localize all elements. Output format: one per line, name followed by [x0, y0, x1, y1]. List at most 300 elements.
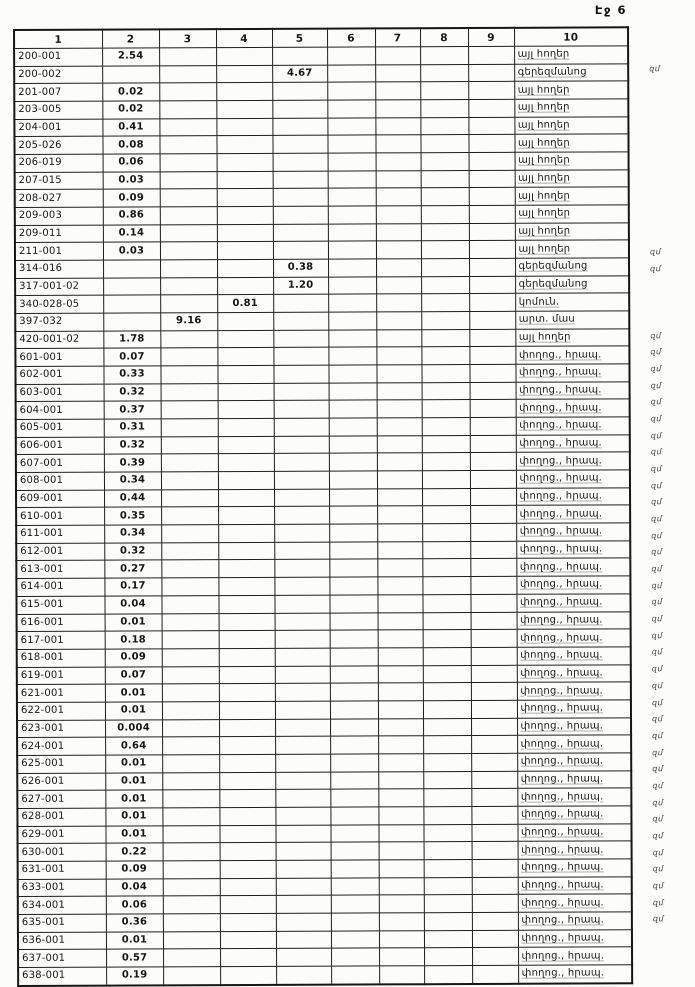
land-use-label: փողոց., հրապ. [516, 541, 630, 559]
value-cell [377, 418, 422, 436]
value-cell [162, 754, 219, 772]
margin-annotation: զմ [651, 714, 664, 724]
value-cell [273, 171, 328, 189]
value-cell [161, 578, 218, 596]
value-cell [379, 913, 424, 931]
margin-annotation: զմ [651, 514, 663, 524]
parcel-code: 622-001 [17, 702, 105, 720]
value-cell [275, 666, 330, 684]
value-cell [276, 842, 331, 860]
parcel-code: 603-001 [16, 384, 104, 402]
value-cell [219, 648, 275, 666]
value-cell [328, 294, 376, 312]
value-cell [276, 895, 331, 913]
value-cell: 0.01 [105, 808, 162, 826]
value-cell [421, 188, 469, 206]
value-cell [331, 895, 379, 913]
value-cell [423, 789, 471, 807]
value-cell [328, 365, 376, 383]
parcel-code: 203-005 [14, 101, 102, 119]
value-cell [219, 825, 275, 843]
value-cell: 2.54 [102, 48, 159, 66]
value-cell [379, 930, 424, 948]
value-cell [275, 807, 330, 825]
value-cell [273, 153, 328, 171]
value-cell [329, 559, 377, 577]
value-cell [217, 365, 273, 383]
value-cell: 0.04 [104, 596, 161, 614]
value-cell [328, 171, 376, 189]
value-cell [159, 48, 216, 66]
value-cell [377, 559, 422, 577]
margin-annotation: զմ [650, 447, 663, 457]
value-cell [471, 700, 517, 718]
margin-annotation: զմ [652, 897, 664, 907]
land-use-label: փողոց., հրապ. [517, 788, 631, 806]
land-use-label: գերեզմանոց [515, 276, 629, 294]
value-cell: 0.41 [102, 119, 159, 137]
value-cell [218, 471, 274, 489]
value-cell [423, 612, 471, 630]
margin-annotation: զմ [651, 680, 664, 691]
value-cell [330, 701, 378, 719]
value-cell [424, 930, 472, 948]
land-use-label: այլ հողեր [514, 99, 628, 117]
value-cell [422, 435, 470, 453]
value-cell [275, 736, 330, 754]
value-cell [276, 948, 331, 966]
land-use-label: փողոց., հրապ. [516, 452, 630, 470]
value-cell: 4.67 [272, 65, 327, 83]
value-cell [162, 613, 219, 631]
value-cell: 0.36 [106, 914, 163, 932]
parcel-code: 204-001 [14, 119, 102, 137]
value-cell [159, 65, 216, 83]
value-cell: 0.004 [105, 719, 162, 737]
value-cell: 0.02 [102, 83, 159, 101]
margin-annotation: զմ [652, 914, 665, 924]
value-cell [379, 966, 424, 984]
value-cell [220, 966, 276, 984]
parcel-code: 200-001 [14, 48, 102, 66]
value-cell [161, 401, 218, 419]
value-cell: 0.04 [106, 878, 163, 896]
value-cell [219, 613, 275, 631]
value-cell [275, 772, 330, 790]
value-cell: 0.17 [104, 578, 161, 596]
value-cell [218, 560, 274, 578]
value-cell [276, 913, 331, 931]
value-cell [378, 683, 423, 701]
value-cell [275, 789, 330, 807]
value-cell [422, 577, 470, 595]
parcel-code: 609-001 [16, 490, 104, 508]
land-use-label: այլ հողեր [514, 81, 628, 99]
value-cell [160, 224, 217, 242]
value-cell [376, 365, 421, 383]
value-cell [421, 276, 469, 294]
value-cell [468, 46, 514, 64]
value-cell [331, 931, 379, 949]
value-cell [274, 454, 329, 472]
value-cell [273, 206, 328, 224]
value-cell [329, 383, 377, 401]
value-cell [421, 206, 469, 224]
value-cell: 0.01 [105, 755, 162, 773]
value-cell [329, 506, 377, 524]
value-cell [218, 489, 274, 507]
margin-annotation: զմ [652, 797, 664, 807]
value-cell [217, 259, 273, 277]
land-use-label: այլ հողեր [515, 223, 629, 241]
value-cell [468, 64, 514, 82]
value-cell [161, 489, 218, 507]
land-use-label: փողոց., հրապ. [518, 876, 632, 894]
column-header-10: 10 [514, 27, 628, 46]
value-cell [421, 223, 469, 241]
value-cell [471, 736, 517, 754]
value-cell: 0.19 [106, 967, 163, 985]
land-use-label: փողոց., հրապ. [516, 488, 630, 506]
land-use-label: փողոց., հրապ. [517, 647, 631, 665]
value-cell [470, 400, 516, 418]
value-cell [217, 330, 273, 348]
value-cell [330, 736, 378, 754]
value-cell [275, 719, 330, 737]
value-cell: 0.39 [104, 454, 161, 472]
value-cell [421, 170, 469, 188]
margin-annotation: զմ [651, 564, 663, 574]
value-cell [274, 436, 329, 454]
value-cell [330, 665, 378, 683]
value-cell: 0.07 [105, 666, 162, 684]
land-use-label: փողոց., հրապ. [517, 629, 631, 647]
value-cell [331, 913, 379, 931]
value-cell [420, 117, 468, 135]
value-cell [468, 117, 514, 135]
value-cell: 0.31 [104, 419, 161, 437]
land-use-label: այլ հողեր [515, 152, 629, 170]
value-cell [328, 224, 376, 242]
margin-annotation: զմ [651, 597, 663, 607]
value-cell [216, 47, 272, 65]
value-cell: 0.01 [105, 825, 162, 843]
column-header-6: 6 [327, 28, 375, 47]
value-cell [422, 400, 470, 418]
value-cell [471, 647, 517, 665]
value-cell [219, 684, 275, 702]
value-cell [274, 507, 329, 525]
value-cell [276, 931, 331, 949]
value-cell [378, 630, 423, 648]
value-cell [378, 612, 423, 630]
value-cell [469, 347, 515, 365]
land-use-label: փողոց., հրապ. [517, 700, 631, 718]
value-cell [468, 135, 514, 153]
value-cell [375, 117, 420, 135]
value-cell [424, 842, 472, 860]
page-number-label: Էջ 6 [594, 3, 627, 17]
margin-annotation: զմ [649, 247, 662, 257]
value-cell [376, 329, 421, 347]
value-cell [375, 100, 420, 118]
margin-annotation: զմ [650, 480, 663, 490]
value-cell [469, 170, 515, 188]
value-cell [217, 153, 273, 171]
value-cell [217, 171, 273, 189]
value-cell [377, 453, 422, 471]
value-cell [162, 772, 219, 790]
value-cell [272, 118, 327, 136]
value-cell [274, 383, 329, 401]
value-cell: 0.86 [103, 207, 160, 225]
land-use-label: այլ հողեր [515, 170, 629, 188]
value-cell [471, 771, 517, 789]
land-use-label: այլ հողեր [515, 240, 629, 258]
margin-annotation: զմ [650, 464, 663, 474]
margin-annotation: զմ [652, 764, 664, 774]
value-cell [470, 382, 516, 400]
parcel-code: 605-001 [16, 419, 104, 437]
value-cell [275, 701, 330, 719]
value-cell [423, 630, 471, 648]
value-cell [219, 790, 275, 808]
value-cell [218, 454, 274, 472]
value-cell [330, 683, 378, 701]
value-cell [219, 807, 275, 825]
value-cell [423, 753, 471, 771]
value-cell [217, 224, 273, 242]
value-cell [161, 525, 218, 543]
value-cell [220, 896, 276, 914]
land-use-label: արտ. մաս [515, 311, 629, 329]
value-cell [217, 312, 273, 330]
value-cell: 0.09 [105, 649, 162, 667]
value-cell: 0.64 [105, 737, 162, 755]
value-cell [470, 470, 516, 488]
value-cell: 0.07 [103, 348, 160, 366]
value-cell [329, 453, 377, 471]
value-cell [161, 542, 218, 560]
value-cell [472, 948, 518, 966]
value-cell [329, 577, 377, 595]
value-cell: 0.03 [103, 172, 160, 190]
value-cell [274, 401, 329, 419]
value-cell [272, 135, 327, 153]
value-cell [469, 223, 515, 241]
value-cell [163, 878, 220, 896]
value-cell [328, 188, 376, 206]
value-cell [217, 242, 273, 260]
land-use-label: փողոց., հրապ. [517, 735, 631, 753]
value-cell [472, 930, 518, 948]
land-use-label: փողոց., հրապ. [516, 594, 630, 612]
margin-annotation: զմ [651, 630, 663, 641]
parcel-code: 637-001 [18, 949, 106, 967]
value-cell: 0.03 [103, 242, 160, 260]
parcel-code: 209-003 [15, 207, 103, 225]
land-use-label: գերեզմանոց [515, 258, 629, 276]
value-cell [328, 312, 376, 330]
value-cell [219, 737, 275, 755]
value-cell [377, 400, 422, 418]
value-cell [216, 118, 272, 136]
value-cell [330, 630, 378, 648]
value-cell [331, 966, 379, 984]
value-cell [377, 382, 422, 400]
parcel-code: 610-001 [16, 508, 104, 526]
value-cell [377, 436, 422, 454]
value-cell [378, 824, 423, 842]
value-cell [327, 82, 375, 100]
value-cell [423, 718, 471, 736]
parcel-code: 317-001-02 [15, 278, 103, 296]
value-cell [160, 277, 217, 295]
value-cell [329, 524, 377, 542]
land-use-label: գերեզմանոց [514, 63, 628, 81]
column-header-1: 1 [14, 30, 102, 49]
value-cell [162, 701, 219, 719]
value-cell [161, 595, 218, 613]
value-cell: 0.08 [102, 136, 159, 154]
value-cell: 0.37 [104, 401, 161, 419]
value-cell [328, 347, 376, 365]
land-use-label: այլ հողեր [515, 329, 629, 347]
value-cell: 0.01 [105, 613, 162, 631]
value-cell [422, 524, 470, 542]
value-cell [328, 206, 376, 224]
value-cell: 0.02 [102, 101, 159, 119]
value-cell [161, 560, 218, 578]
value-cell: 0.27 [104, 560, 161, 578]
value-cell [423, 647, 471, 665]
value-cell [274, 524, 329, 542]
value-cell [275, 825, 330, 843]
value-cell [421, 294, 469, 312]
value-cell [162, 684, 219, 702]
value-cell [423, 824, 471, 842]
value-cell [329, 400, 377, 418]
value-cell [421, 347, 469, 365]
value-cell [219, 754, 275, 772]
value-cell [378, 665, 423, 683]
value-cell [330, 754, 378, 772]
value-cell [377, 595, 422, 613]
value-cell [471, 612, 517, 630]
value-cell [220, 949, 276, 967]
value-cell [218, 383, 274, 401]
value-cell [422, 453, 470, 471]
value-cell [328, 259, 376, 277]
value-cell [376, 347, 421, 365]
parcel-code: 618-001 [17, 649, 105, 667]
value-cell [379, 860, 424, 878]
value-cell [379, 895, 424, 913]
value-cell [162, 666, 219, 684]
value-cell [420, 100, 468, 118]
value-cell [470, 453, 516, 471]
value-cell [220, 860, 276, 878]
value-cell [423, 665, 471, 683]
value-cell [376, 153, 421, 171]
value-cell [218, 507, 274, 525]
value-cell [219, 631, 275, 649]
land-use-label: այլ հողեր [514, 117, 628, 135]
value-cell [329, 542, 377, 560]
parcel-code: 635-001 [18, 914, 106, 932]
value-cell [220, 913, 276, 931]
value-cell [159, 118, 216, 136]
value-cell [162, 807, 219, 825]
land-use-label: փողոց., հրապ. [518, 841, 632, 859]
margin-annotation: զմ [650, 347, 662, 357]
value-cell [378, 771, 423, 789]
value-cell [421, 259, 469, 277]
land-use-label: փողոց., հրապ. [516, 576, 630, 594]
value-cell [376, 276, 421, 294]
value-cell [219, 719, 275, 737]
land-use-label: փողոց., հրապ. [516, 435, 630, 453]
value-cell [471, 718, 517, 736]
value-cell [218, 595, 274, 613]
margin-annotations [649, 26, 695, 973]
value-cell [102, 66, 159, 84]
value-cell [217, 206, 273, 224]
land-use-label: կոմուն. [515, 293, 629, 311]
parcel-code: 614-001 [16, 578, 104, 596]
value-cell [376, 223, 421, 241]
value-cell [103, 278, 160, 296]
margin-annotation: զմ [652, 731, 664, 741]
parcel-code: 626-001 [17, 773, 105, 791]
margin-annotation: զմ [652, 814, 664, 824]
parcel-code: 211-001 [15, 243, 103, 261]
value-cell [378, 718, 423, 736]
value-cell [420, 135, 468, 153]
value-cell [274, 418, 329, 436]
value-cell [378, 701, 423, 719]
value-cell [327, 118, 375, 136]
margin-annotation: զմ [652, 747, 664, 757]
value-cell: 0.32 [104, 384, 161, 402]
margin-annotation: զմ [651, 614, 663, 624]
value-cell [330, 824, 378, 842]
land-use-label: փողոց., հրապ. [517, 770, 631, 788]
value-cell [161, 419, 218, 437]
value-cell [273, 312, 328, 330]
value-cell [376, 170, 421, 188]
value-cell [276, 966, 331, 984]
value-cell [330, 807, 378, 825]
land-use-label: փողոց., հրապ. [517, 806, 631, 824]
parcel-code: 619-001 [17, 667, 105, 685]
value-cell [470, 559, 516, 577]
value-cell [162, 648, 219, 666]
column-header-2: 2 [102, 29, 159, 48]
parcel-code: 621-001 [17, 684, 105, 702]
value-cell [218, 542, 274, 560]
value-cell [275, 683, 330, 701]
value-cell: 0.32 [104, 543, 161, 561]
value-cell [376, 241, 421, 259]
value-cell [469, 294, 515, 312]
value-cell [377, 524, 422, 542]
value-cell [220, 931, 276, 949]
value-cell [378, 754, 423, 772]
value-cell: 0.01 [105, 684, 162, 702]
value-cell [378, 789, 423, 807]
value-cell [329, 436, 377, 454]
